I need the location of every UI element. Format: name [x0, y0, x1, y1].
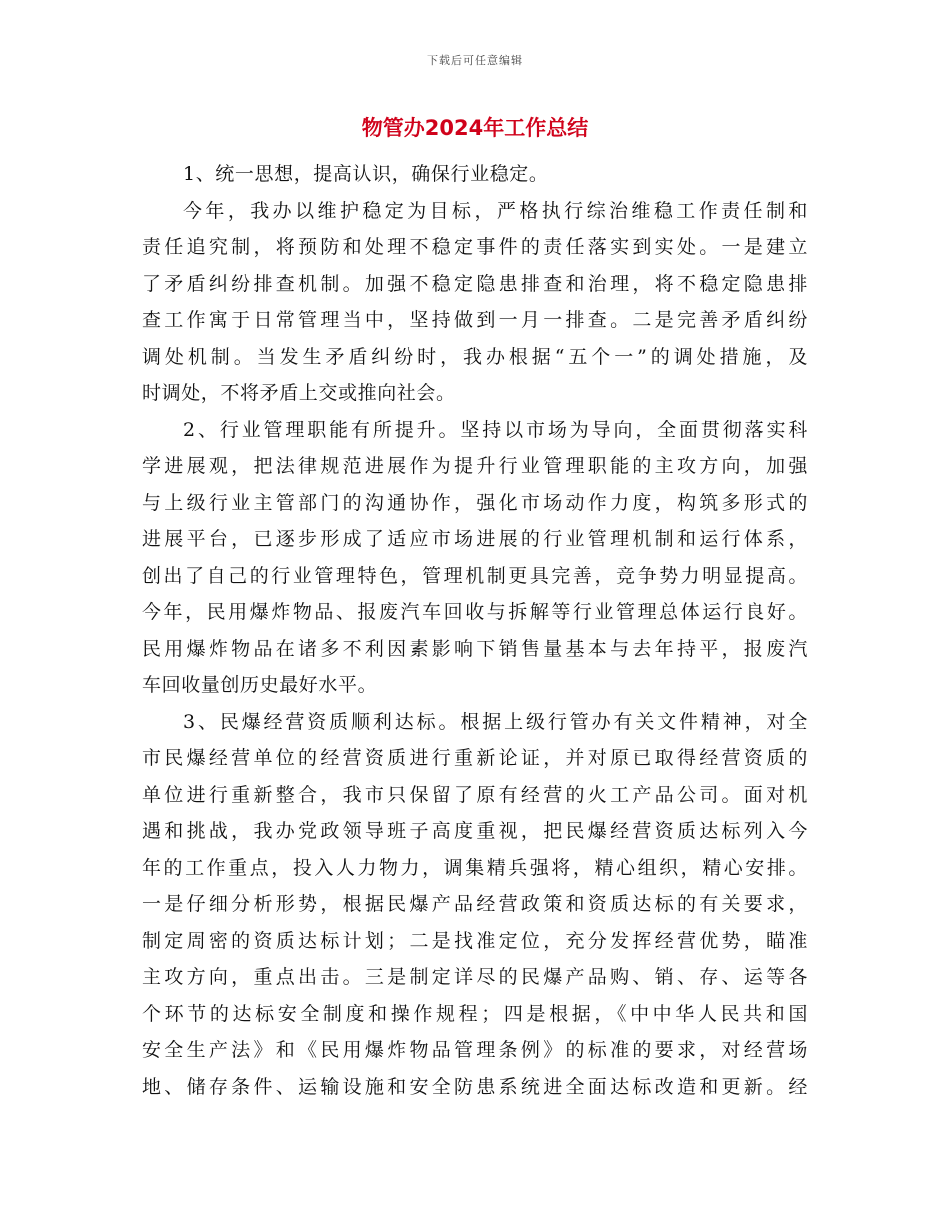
document-body: [142, 156, 808, 1105]
body-text-line: 遇和挑战，我办党政领导班子高度重视，把民爆经营资质达标列入今: [142, 820, 808, 842]
body-text-line: 责任追究制，将预防和处理不稳定事件的责任落实到实处。一是建立: [142, 236, 808, 258]
body-text-line: 地、储存条件、运输设施和安全防患系统进全面达标改造和更新。经: [142, 1075, 808, 1098]
body-text-line: 了矛盾纠纷排查机制。加强不稳定隐患排查和治理，将不稳定隐患排: [142, 272, 808, 295]
body-text-line: 制定周密的资质达标计划；二是找准定位，充分发挥经营优势，瞄准: [142, 929, 808, 952]
body-text-line: 进展平台，已逐步形成了适应市场进展的行业管理机制和运行体系，: [142, 528, 808, 550]
body-text-line: 主攻方向，重点出击。三是制定详尽的民爆产品购、销、存、运等各: [142, 966, 808, 988]
body-text-line: 年的工作重点，投入人力物力，调集精兵强将，精心组织，精心安排。: [142, 856, 808, 879]
body-text-line: 今年，我办以维护稳定为目标，严格执行综治维稳工作责任制和: [183, 199, 808, 222]
page-header-note: 下载后可任意编辑: [427, 54, 523, 67]
body-text-line: 查工作寓于日常管理当中，坚持做到一月一排查。二是完善矛盾纠纷: [142, 309, 808, 331]
body-text-line: 民用爆炸物品在诸多不利因素影响下销售量基本与去年持平，报废汽: [142, 637, 808, 660]
body-text-line: 3、民爆经营资质顺利达标。根据上级行管办有关文件精神，对全: [183, 710, 808, 733]
body-text-line: 与上级行业主管部门的沟通协作，强化市场动作力度，构筑多形式的: [142, 491, 808, 514]
body-text-line: 1、统一思想，提高认识，确保行业稳定。: [183, 163, 549, 185]
body-text-line: 一是仔细分析形势，根据民爆产品经营政策和资质达标的有关要求，: [142, 893, 808, 915]
body-text-line: 学进展观，把法律规范进展作为提升行业管理职能的主攻方向，加强: [142, 455, 808, 477]
body-text-line: 创出了自己的行业管理特色，管理机制更具完善，竞争势力明显提高。: [142, 564, 808, 587]
body-text-line: 个环节的达标安全制度和操作规程；四是根据，《中中华人民共和国: [142, 1002, 808, 1025]
body-text-line: 今年，民用爆炸物品、报废汽车回收与拆解等行业管理总体运行良好。: [142, 601, 808, 623]
body-text-line: 调处机制。当发生矛盾纠纷时，我办根据“五个一”的调处措施，及: [142, 345, 808, 368]
body-text-line: 单位进行重新整合，我市只保留了原有经营的火工产品公司。面对机: [142, 783, 808, 806]
body-text-line: 车回收量创历史最好水平。: [142, 674, 378, 696]
body-text-line: 2、行业管理职能有所提升。坚持以市场为导向，全面贯彻落实科: [183, 418, 808, 441]
body-text-line: 市民爆经营单位的经营资质进行重新论证，并对原已取得经营资质的: [142, 747, 808, 769]
body-text-line: 时调处，不将矛盾上交或推向社会。: [142, 382, 456, 404]
body-text-line: 安全生产法》和《民用爆炸物品管理条例》的标准的要求，对经营场: [142, 1039, 808, 1061]
document-title: 物管办2024年工作总结: [361, 116, 589, 140]
